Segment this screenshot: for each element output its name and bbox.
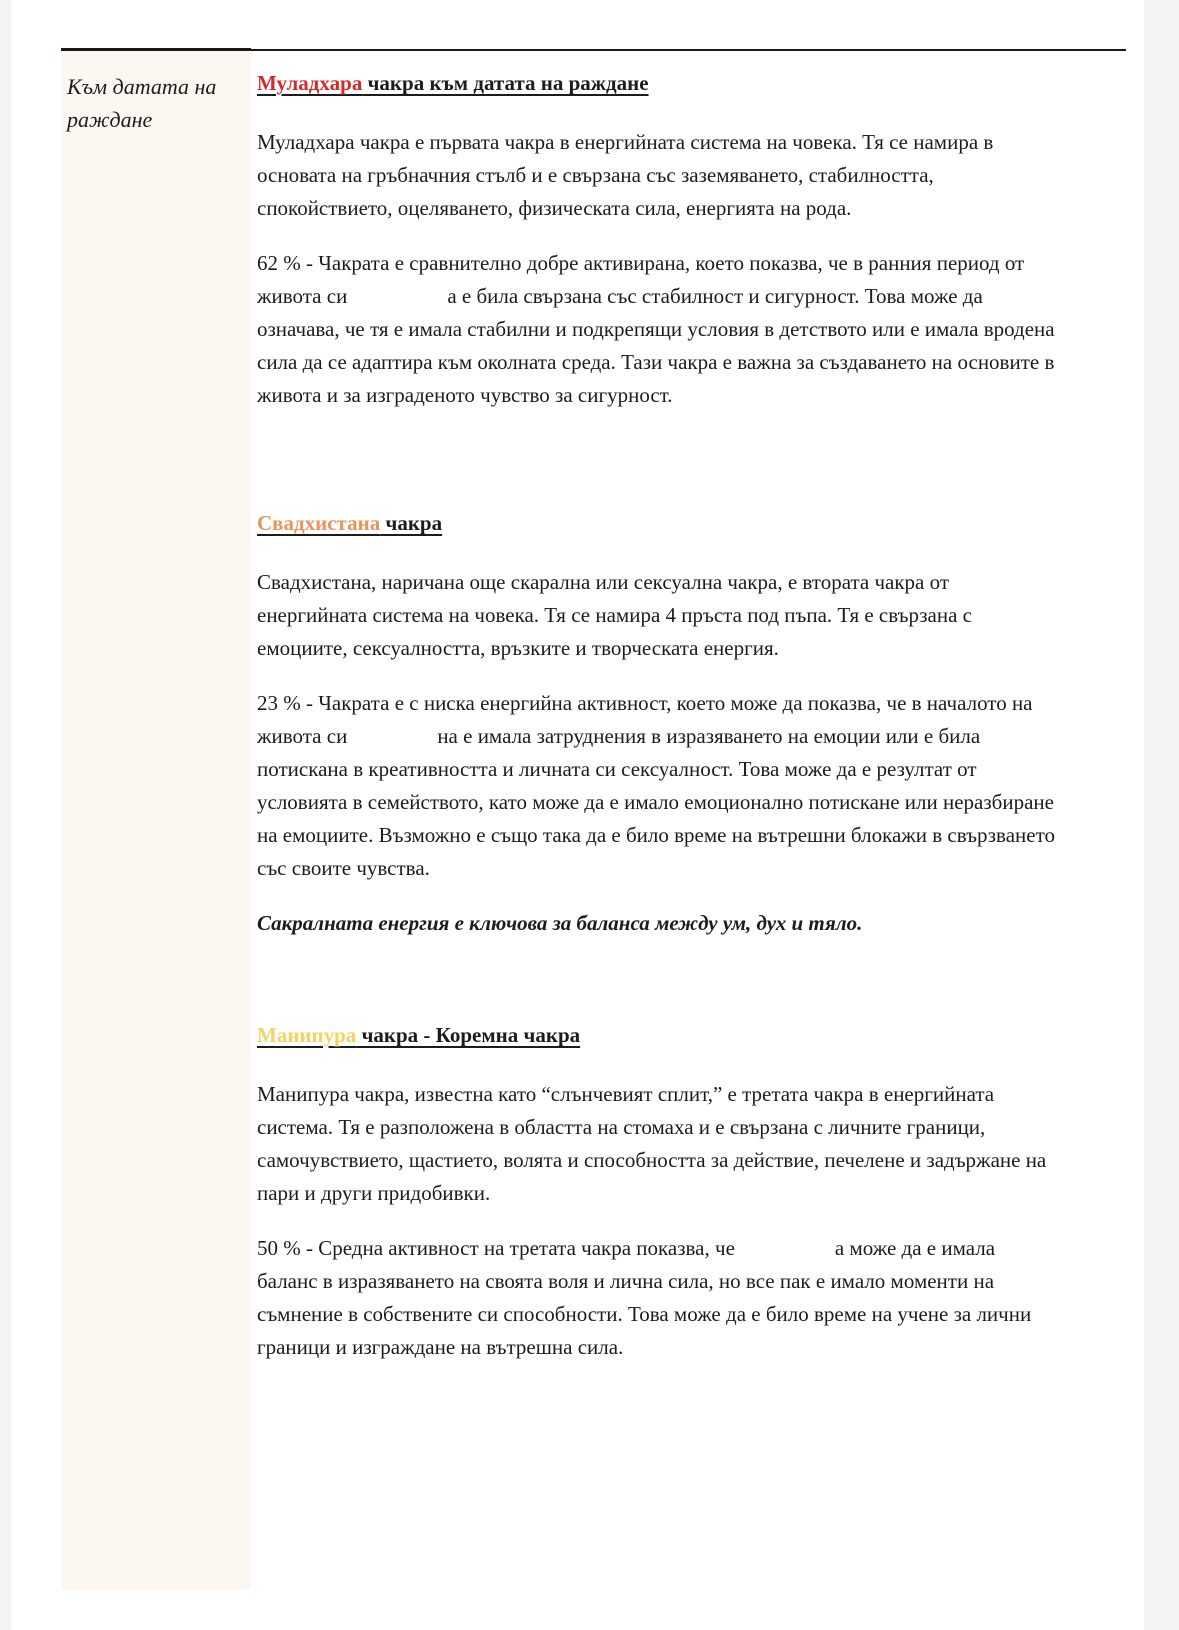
chakra-name-manipura: Манипура: [257, 1023, 357, 1047]
detail-muladhara-start: 62 % - Чакрата е сравнително добре активирана, което показва, че в ранния период от живота си: [257, 251, 1025, 308]
section-heading-manipura: [257, 1020, 1057, 1050]
section-heading-muladhara: [257, 68, 1057, 98]
sidebar-column: [61, 51, 251, 1590]
detail-manipura-end: а може да е имала баланс в изразяването на своята воля и лична сила, но все пак е имало моменти на съмнение в собствените си способности. Това може да е било време на учене за лични граници и изграждане на вътрешна сила.: [257, 1236, 1032, 1359]
intro-manipura: Манипура чакра, известна като “слънчевият сплит,” е третата чакра в енергийната система. Тя е разположена в областта на стомаха и е свързана с личните граници, самочувствието, щастието, волята и способността за действие, печелене и задържане на пари и други придобивки.: [257, 1082, 1047, 1205]
chakra-name-muladhara: Муладхара: [257, 71, 363, 95]
main-content: [257, 68, 1057, 1386]
redacted-name: [347, 283, 447, 307]
detail-svadhisthana-start: 23 % - Чакрата е с ниска енергийна активност, което може да показва, че в началото на живота си: [257, 691, 1033, 748]
detail-muladhara: [257, 247, 1057, 412]
heading-rest-muladhara: чакра към датата на раждане: [362, 71, 649, 95]
chakra-name-svadhisthana: Свадхистана: [257, 511, 381, 535]
detail-manipura-start: 50 % - Средна активност на третата чакра показва, че: [257, 1236, 735, 1260]
intro-svadhisthana: Свадхистана, наричана още скарална или сексуална чакра, е втората чакра от енергийната система на човека. Тя се намира 4 пръста под пъпа. Тя е свързана с емоциите, сексуалността, връзките и творческата енергия.: [257, 570, 972, 660]
section-heading-svadhisthana: [257, 508, 1057, 538]
heading-rest-manipura: чакра - Коремна чакра: [356, 1023, 581, 1047]
detail-muladhara-end: а е била свързана със стабилност и сигурност. Това може да означава, че тя е имала стабилни и подкрепящи условия в детството или е имала вродена сила да се адаптира към околната среда. Тази чакра е важна за създаването на основите в живота и за изграденото чувство за сигурност.: [257, 284, 1055, 407]
heading-rest-svadhisthana: чакра: [380, 511, 443, 535]
section-muladhara: [257, 68, 1057, 412]
section-manipura: [257, 1020, 1057, 1364]
section-svadhisthana: [257, 508, 1057, 940]
sacral-quote: Сакралната енергия е ключова за баланса между ум, дух и тяло.: [257, 911, 863, 935]
detail-svadhisthana-end: на е имала затруднения в изразяването на емоции или е била потискана в креативността и личната си сексуалност. Това може да е резултат от условията в семейството, като може да е имало емоционално потискане или неразбиране на емоциите. Възможно е също така да е било време на вътрешни блокажи в свързването със своите чувства.: [257, 724, 1055, 880]
sidebar-label: Към датата на раждане: [67, 74, 217, 132]
intro-muladhara: Муладхара чакра е първата чакра в енергийната система на човека. Тя се намира в основата на гръбначния стълб и е свързана със заземяването, стабилността, спокойствието, оцеляването, физическата сила, енергията на рода.: [257, 130, 994, 220]
detail-svadhisthana: [257, 687, 1057, 885]
redacted-name: [347, 723, 437, 747]
top-divider-accent: [61, 48, 251, 51]
redacted-name: [735, 1235, 835, 1259]
detail-manipura: [257, 1232, 1057, 1364]
